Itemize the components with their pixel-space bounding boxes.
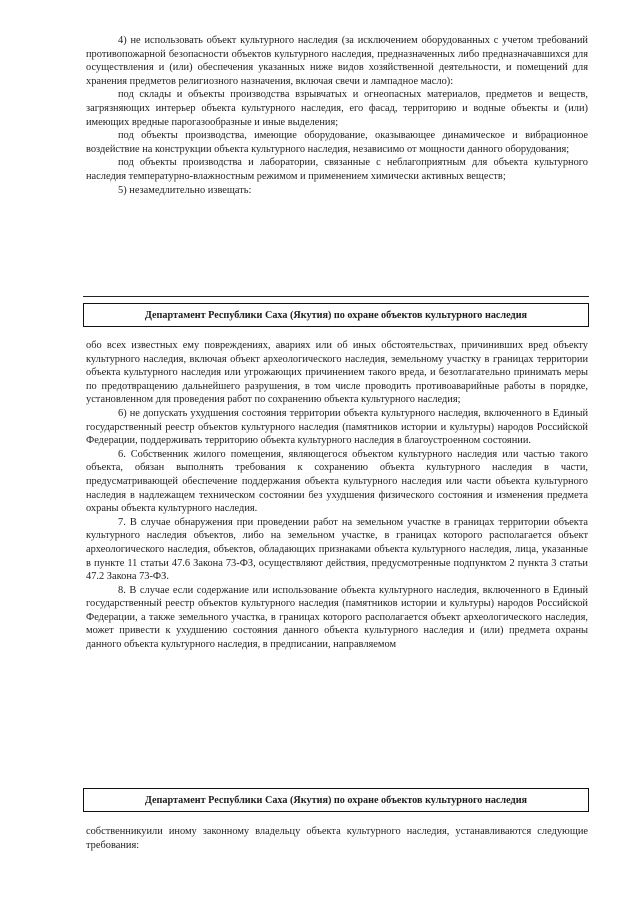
department-banner-2 (83, 788, 589, 812)
paragraph-item-4: 4) не использовать объект культурного наследия (за исключением оборудованных с учетом требований противопожарной безопасности объектов культурного наследия, предназначенных либо предназначавшихся для осуществления и (или) обеспечения указанных ниже видов хозяйственной деятельности, и помещений для хранения предметов религиозного назначения, включая свечи и лампадное масло): (86, 35, 588, 87)
text-section-2 (86, 339, 588, 652)
department-banner (83, 303, 589, 327)
text-section-3 (86, 825, 588, 852)
department-banner-2-label: Департамент Республики Саха (Якутия) по охране объектов культурного наследия (144, 794, 528, 806)
divider (83, 296, 589, 297)
paragraph-point-8: 8. В случае если содержание или использование объекта культурного наследия, включенного в Единый государственный реестр объектов культурного наследия (памятников истории и культуры) народов Российской Федерации, а также земельного участка, в границах которого располагается объект археологического наследия, может привести к ухудшению состояния данного объекта культурного наследия и (или) предмета охраны данного объекта культурного наследия, в предписании, направляемом (86, 584, 588, 651)
department-banner-label: Департамент Республики Саха (Якутия) по охране объектов культурного наследия (144, 309, 528, 321)
text-section-1 (86, 34, 588, 197)
paragraph-point-7: 7. В случае обнаружения при проведении работ на земельном участке в границах территории объекта культурного наследия объектов, либо на земельном участке, в границах которого располагается объект археологического наследия, объектов, обладающих признаками объекта культурного наследия, лица, указанные в пункте 11 статьи 47.6 Закона 73-ФЗ, осуществляют действия, предусмотренные подпунктом 2 пункта 3 статьи 47.2 Закона 73-ФЗ. (86, 516, 588, 583)
paragraph-warehouses: под склады и объекты производства взрывчатых и огнеопасных материалов, предметов и веществ, загрязняющих интерьер объекта культурного наследия, его фасад, территорию и водные объекты и (или) имеющих вредные парогазообразные и иные выделения; (86, 89, 588, 128)
paragraph-point-6: 6. Собственник жилого помещения, являющегося объектом культурного наследия или частью такого объекта, обязан выполнять требования к сохранению объекта культурного наследия в части, предусматривающей обеспечение поддержания объекта культурного наследия или части объекта культурного наследия в надлежащем техническом состоянии без ухудшения физического состояния и изменения предмета охраны объекта культурного наследия. (86, 448, 588, 515)
paragraph-requirements: собственникуили иному законному владельцу объекта культурного наследия, устанавливаются следующие требования: (86, 826, 588, 851)
paragraph-notify-damage: обо всех известных ему повреждениях, авариях или об иных обстоятельствах, причинивших вред объекту культурного наследия, включая объект археологического наследия, земельному участку в границах территории объекта культурного наследия или угрожающих причинением такого вреда, и безотлагательно принимать меры по предотвращению дальнейшего разрушения, в том числе проводить противоаварийные работы в порядке, установленном для проведения работ по сохранению объекта культурного наследия; (86, 340, 588, 406)
paragraph-item-5: 5) незамедлительно извещать: (118, 184, 252, 196)
paragraph-laboratories: под объекты производства и лаборатории, связанные с неблагоприятным для объекта культурного наследия температурно-влажностным режимом и применением химически активных веществ; (86, 157, 588, 182)
paragraph-production: под объекты производства, имеющие оборудование, оказывающее динамическое и вибрационное воздействие на конструкции объекта культурного наследия, независимо от мощности данного оборудования; (86, 130, 588, 155)
paragraph-item-6: 6) не допускать ухудшения состояния территории объекта культурного наследия, включенного в Единый государственный реестр объектов культурного наследия (памятников истории и культуры) народов Российской Федерации, поддерживать территорию объекта культурного наследия в благоустроенном состоянии. (86, 407, 588, 447)
